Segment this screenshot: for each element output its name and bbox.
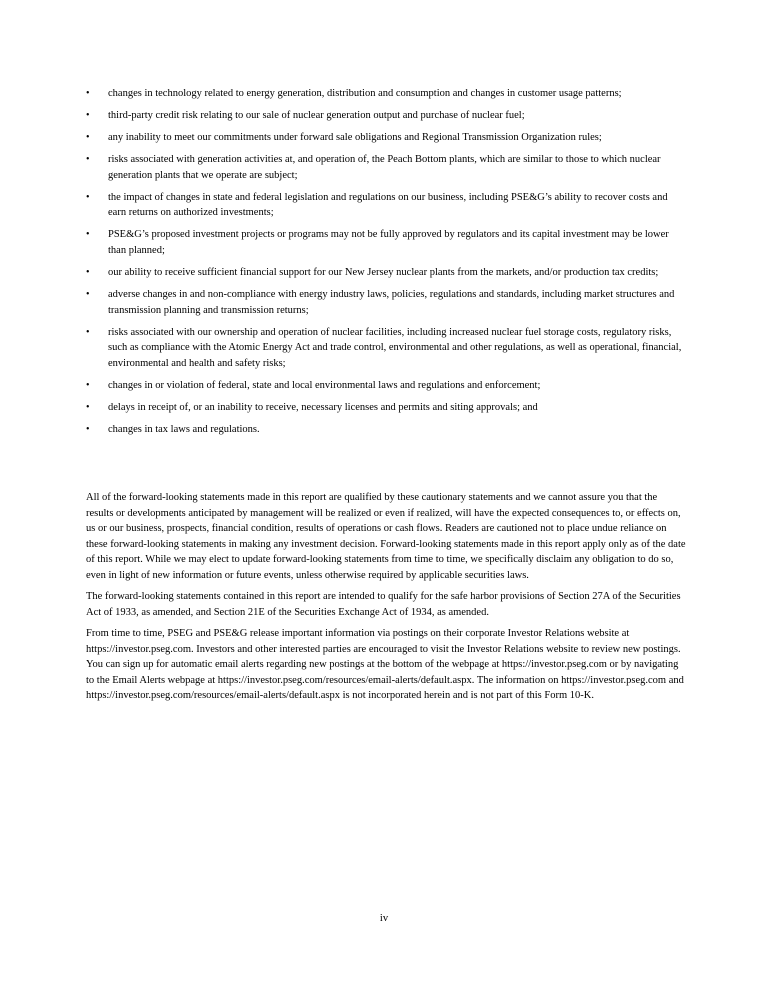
list-item-text: changes in or violation of federal, state and local environmental laws and regulations and enforcement; bbox=[108, 379, 541, 391]
page-number: iv bbox=[379, 913, 389, 924]
investor-relations-paragraph: From time to time, PSEG and PSE&G release important information via postings on their corporate Investor Relations website at https://investor.pseg.com. Investors and other interested parties are encouraged to visit the Investor Relations website to review new postings. You can sign up for automatic email alerts regarding new postings at the bottom of the webpage at https://investor.pseg.com or by navigating to the Email Alerts webpage at https://investor.pseg.com/resources/email-alerts/default.aspx. The information on https://investor.pseg.com and https://investor.pseg.com/resources/email-alerts/default.aspx is not incorporated herein and is not part of this Form 10-K. bbox=[86, 628, 684, 701]
list-item bbox=[86, 108, 686, 124]
forward-looking-disclaimer-paragraph: All of the forward-looking statements made in this report are qualified by these cautionary statements and we cannot assure you that the results or developments anticipated by management will be realized or even if realized, will have the expected consequences to, or effects on, us or our business, prospects, financial condition, results of operations or cash flows. Readers are cautioned not to place undue reliance on these forward-looking statements in making any investment decision. Forward-looking statements made in this report apply only as of the date of this report. While we may elect to update forward-looking statements from time to time, we specifically disclaim any obligation to do so, even in light of new information or future events, unless otherwise required by applicable securities laws. bbox=[86, 492, 686, 581]
list-item-text: changes in technology related to energy generation, distribution and consumption and changes in customer usage patterns; bbox=[108, 88, 622, 99]
list-item bbox=[86, 86, 686, 102]
list-item bbox=[86, 152, 686, 183]
bullet-icon: • bbox=[86, 88, 90, 99]
list-item bbox=[86, 325, 686, 372]
list-item bbox=[86, 190, 686, 221]
bullet-icon: • bbox=[86, 289, 90, 301]
bullet-icon: • bbox=[86, 326, 90, 338]
bullet-icon: • bbox=[86, 424, 90, 436]
list-item-text: risks associated with generation activities at, and operation of, the Peach Bottom plants, which are similar to those to which nuclear generation plants that we operate are subject; bbox=[108, 154, 661, 181]
list-item-text: delays in receipt of, or an inability to receive, necessary licenses and permits and siting approvals; and bbox=[108, 401, 538, 413]
bullet-icon: • bbox=[86, 110, 90, 122]
list-item-text: any inability to meet our commitments under forward sale obligations and Regional Transmission Organization rules; bbox=[108, 132, 602, 144]
risk-factor-list bbox=[86, 86, 686, 444]
list-item bbox=[86, 378, 686, 394]
bullet-icon: • bbox=[86, 379, 90, 391]
list-item bbox=[86, 227, 686, 258]
safe-harbor-paragraph: The forward-looking statements contained in this report are intended to qualify for the safe harbor provisions of Section 27A of the Securities Act of 1933, as amended, and Section 21E of the Securities Exchange Act of 1934, as amended. bbox=[86, 591, 681, 618]
list-item bbox=[86, 400, 686, 416]
list-item bbox=[86, 130, 686, 146]
list-item-text: our ability to receive sufficient financial support for our New Jersey nuclear plants from the markets, and/or production tax credits; bbox=[108, 267, 659, 279]
list-item-text: PSE&G’s proposed investment projects or programs may not be fully approved by regulators and its capital investment may be lower than planned; bbox=[108, 229, 669, 256]
bullet-icon: • bbox=[86, 267, 90, 279]
bullet-icon: • bbox=[86, 401, 90, 413]
bullet-icon: • bbox=[86, 191, 90, 203]
list-item bbox=[86, 287, 686, 318]
body-paragraphs bbox=[86, 490, 686, 710]
bullet-icon: • bbox=[86, 132, 90, 144]
list-item bbox=[86, 265, 686, 281]
list-item-text: risks associated with our ownership and operation of nuclear facilities, including increased nuclear fuel storage costs, regulatory risks, such as compliance with the Atomic Energy Act and trade control, environmental and other regulations, as well as operational, financial, environmental and health and safety risks; bbox=[108, 326, 682, 369]
bullet-icon: • bbox=[86, 229, 90, 241]
bullet-icon: • bbox=[86, 154, 90, 166]
list-item-text: changes in tax laws and regulations. bbox=[108, 424, 260, 436]
list-item-text: the impact of changes in state and federal legislation and regulations on our business, including PSE&G’s ability to recover costs and earn returns on authorized investments; bbox=[108, 191, 668, 219]
list-item bbox=[86, 422, 686, 438]
list-item-text: adverse changes in and non-compliance with energy industry laws, policies, regulations and standards, including market structures and transmission planning and transmission returns; bbox=[108, 289, 675, 316]
list-item-text: third-party credit risk relating to our sale of nuclear generation output and purchase of nuclear fuel; bbox=[108, 110, 525, 122]
